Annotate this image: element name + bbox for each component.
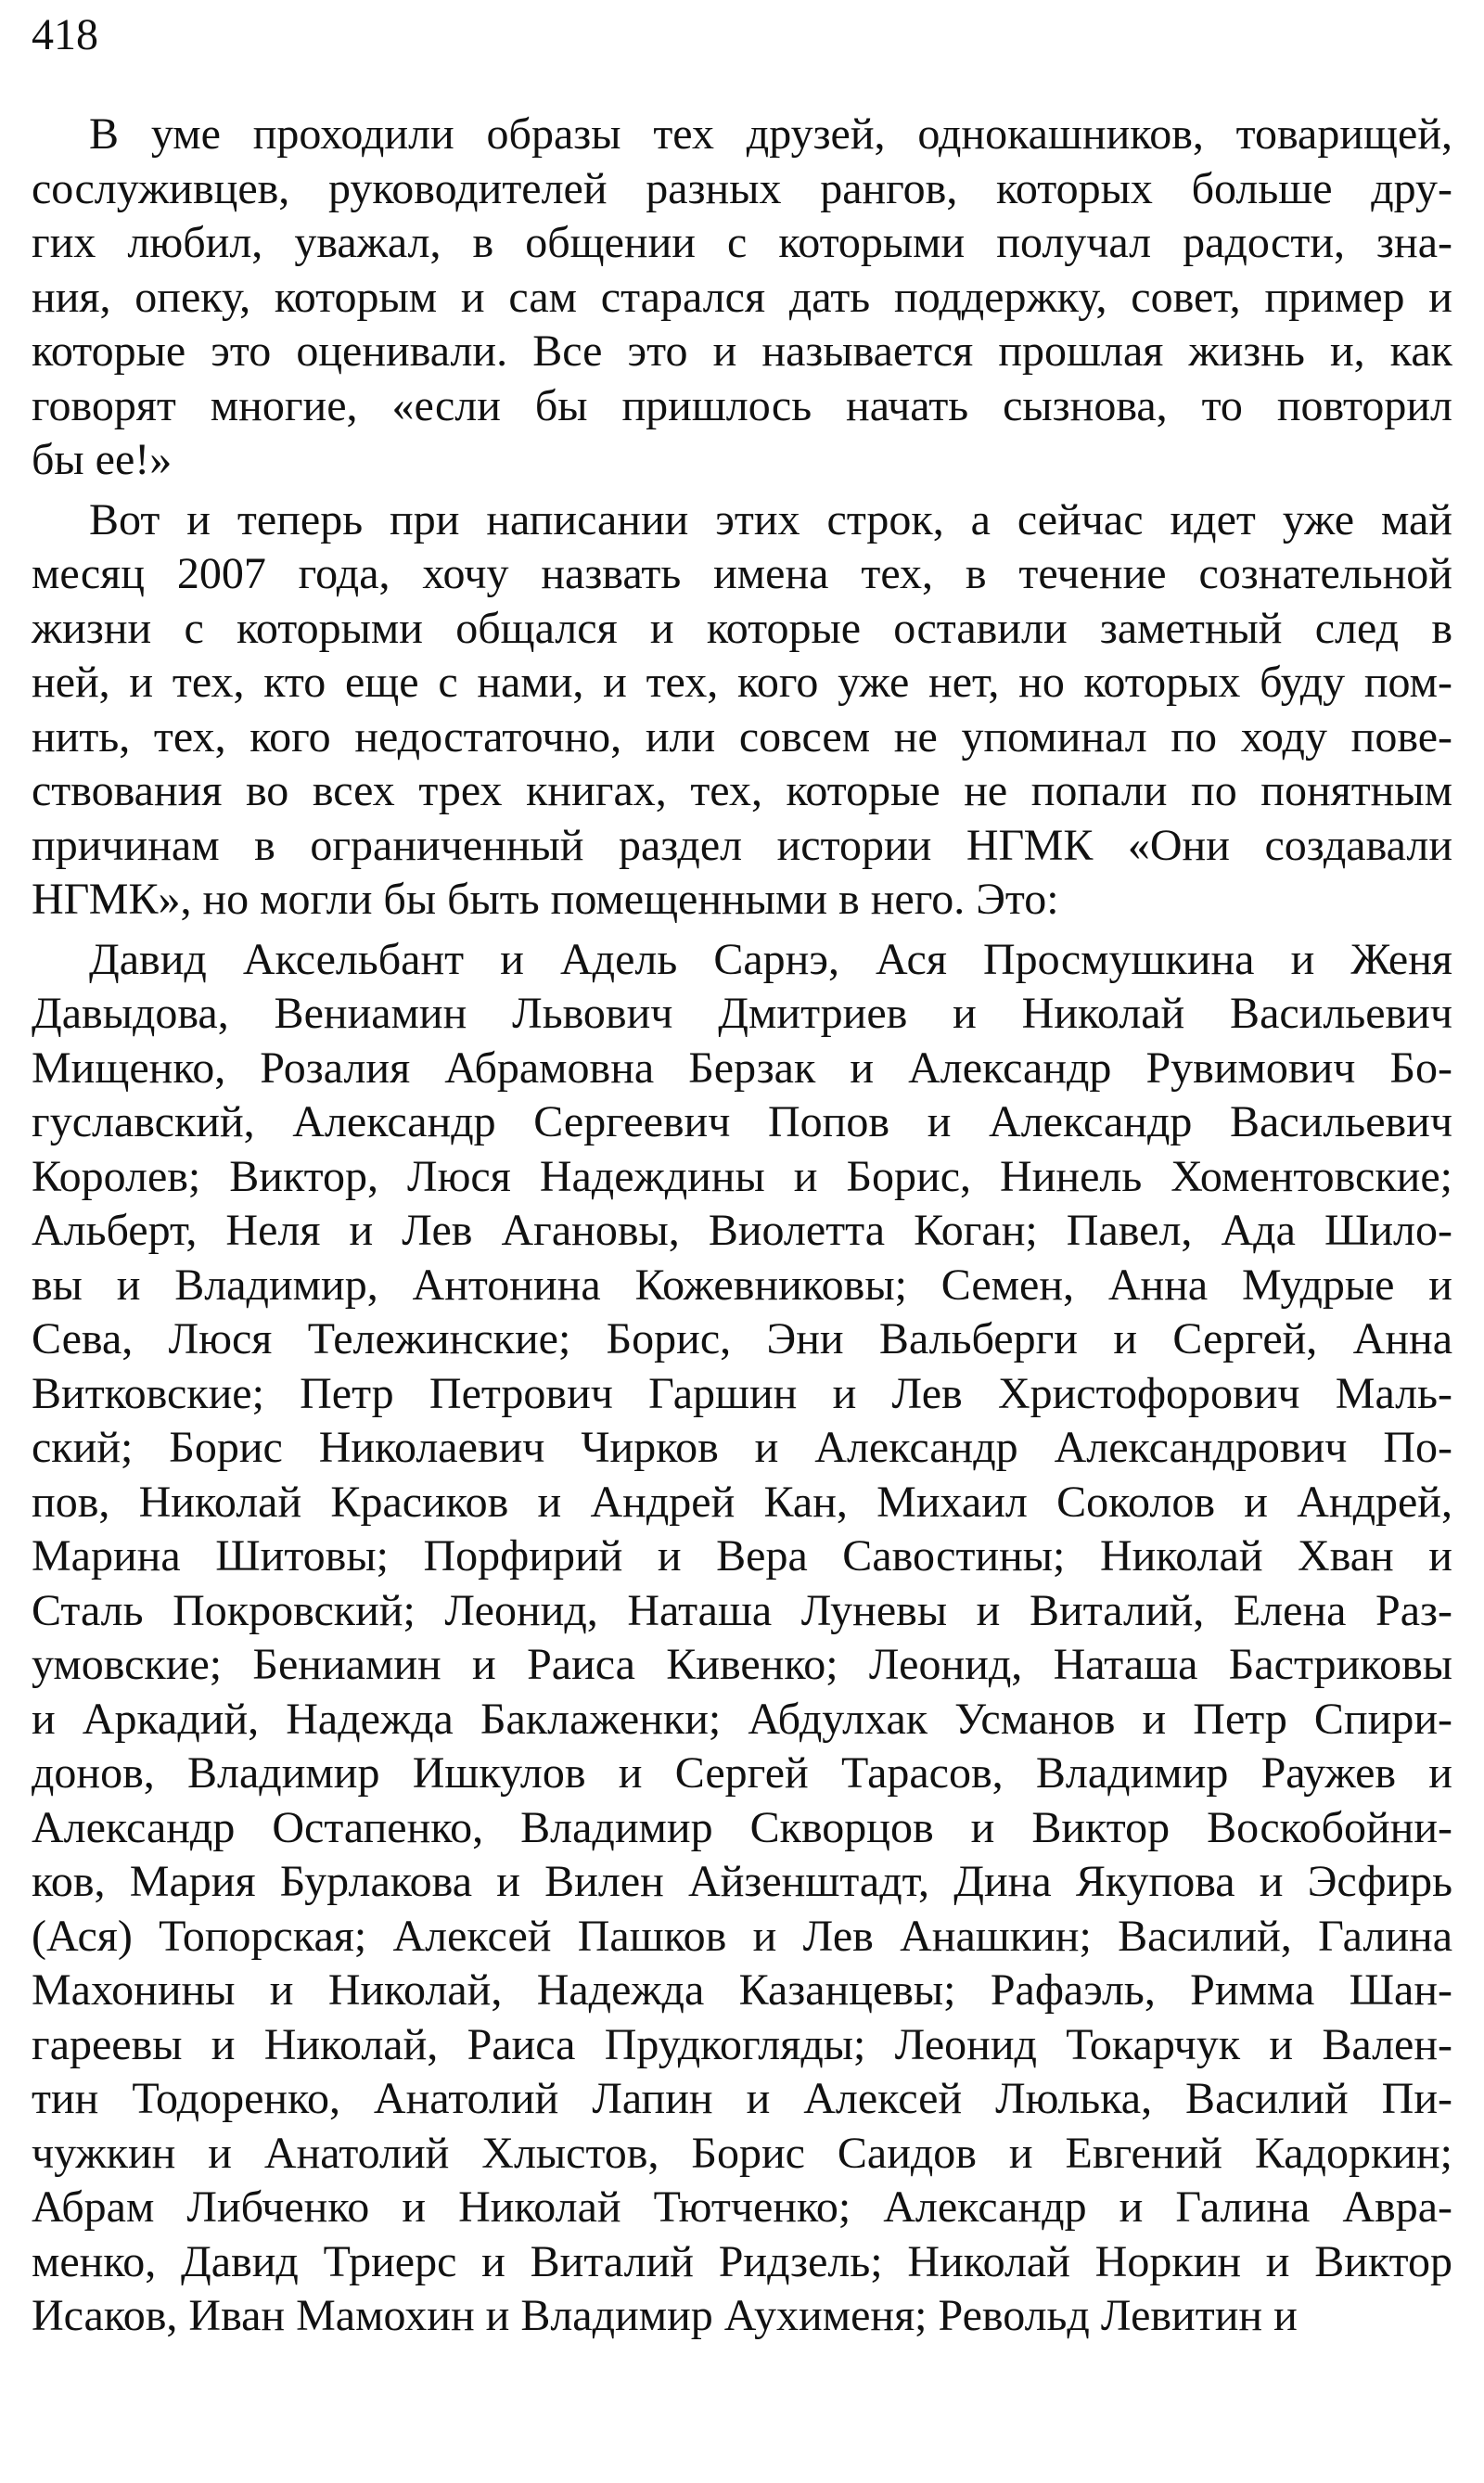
page-number: 418 [32, 10, 98, 59]
text-line: тин Тодоренко, Анатолий Лапин и Алексей Люлька, Василий Пи- [32, 2074, 1452, 2123]
text-line: ней, и тех, кто еще с нами, и тех, кого уже нет, но которых буду пом- [32, 658, 1452, 707]
paragraph [32, 933, 1452, 2344]
text-line: Махонины и Николай, Надежда Казанцевы; Рафаэль, Римма Шан- [32, 1965, 1452, 2015]
text-line: нить, тех, кого недостаточно, или совсем не упоминал по ходу пове- [32, 711, 1452, 762]
text-line: Сталь Покровский; Леонид, Наташа Луневы и Виталий, Елена Раз- [32, 1585, 1452, 1635]
text-line: Давид Аксельбант и Адель Сарнэ, Ася Просмушкина и Женя [89, 934, 1452, 984]
text-line: вы и Владимир, Антонина Кожевниковы; Семен, Анна Мудрые и [32, 1260, 1452, 1310]
text-body [32, 108, 1452, 2344]
text-line: ков, Мария Бурлакова и Вилен Айзенштадт, Дина Якупова и Эсфирь [32, 1857, 1452, 1906]
paragraph [32, 493, 1452, 928]
text-line: донов, Владимир Ишкулов и Сергей Тарасов, Владимир Раужев и [32, 1748, 1452, 1798]
text-line: В уме проходили образы тех друзей, однокашников, товарищей, [89, 109, 1452, 159]
text-line: Вот и теперь при написании этих строк, а сейчас идет уже май [89, 494, 1452, 544]
text-line: говорят многие, «если бы пришлось начать сызнова, то повторил [32, 380, 1452, 430]
text-line: умовские; Бениамин и Раиса Кивенко; Леонид, Наташа Бастриковы [32, 1640, 1452, 1689]
text-line: Абрам Либченко и Николай Тютченко; Александр и Галина Авра- [32, 2182, 1452, 2232]
text-line: гуславский, Александр Сергеевич Попов и Александр Васильевич [32, 1097, 1452, 1146]
text-line: ствования во всех трех книгах, тех, которые не попали по понятным [32, 766, 1452, 815]
text-line: Королев; Виктор, Люся Надеждины и Борис, Нинель Хоментовские; [32, 1151, 1452, 1201]
text-line: ский; Борис Николаевич Чирков и Александр Александрович По- [32, 1423, 1452, 1472]
text-line: Мищенко, Розалия Абрамовна Берзак и Александр Рувимович Бо- [32, 1043, 1452, 1093]
text-line: Исаков, Иван Мамохин и Владимир Аухименя; Револьд Левитин и [32, 2291, 1298, 2340]
text-line: месяц 2007 года, хочу назвать имена тех, в течение сознательной [32, 549, 1452, 598]
text-line: НГМК», но могли бы быть помещенными в него. Это: [32, 875, 1059, 924]
text-line: Давыдова, Вениамин Львович Дмитриев и Николай Васильевич [32, 989, 1452, 1038]
text-line: чужкин и Анатолий Хлыстов, Борис Саидов и Евгений Кадоркин; [32, 2128, 1452, 2178]
text-line: жизни с которыми общался и которые оставили заметный след в [32, 603, 1452, 653]
text-line: пов, Николай Красиков и Андрей Кан, Михаил Соколов и Андрей, [32, 1477, 1452, 1527]
text-line: гих любил, уважал, в общении с которыми получал радости, зна- [32, 218, 1452, 267]
text-line: которые это оценивали. Все это и называется прошлая жизнь и, как [32, 326, 1452, 376]
text-line: Марина Шитовы; Порфирий и Вера Савостины; Николай Хван и [32, 1531, 1452, 1581]
text-line: сослуживцев, руководителей разных рангов, которых больше дру- [32, 163, 1452, 213]
text-line: (Ася) Топорская; Алексей Пашков и Лев Анашкин; Василий, Галина [32, 1911, 1452, 1961]
text-line: бы ее!» [32, 435, 173, 484]
text-line: Александр Остапенко, Владимир Скворцов и Виктор Воскобойни- [32, 1802, 1452, 1852]
text-line: гареевы и Николай, Раиса Прудкогляды; Леонид Токарчук и Вален- [32, 2019, 1452, 2069]
text-line: менко, Давид Триерс и Виталий Ридзель; Николай Норкин и Виктор [32, 2236, 1452, 2286]
text-line: причинам в ограниченный раздел истории НГМК «Они создавали [32, 820, 1452, 870]
text-line: ния, опеку, которым и сам старался дать поддержку, совет, пример и [32, 272, 1452, 322]
text-line: Витковские; Петр Петрович Гаршин и Лев Христофорович Маль- [32, 1368, 1452, 1418]
paragraph [32, 108, 1452, 488]
text-line: и Аркадий, Надежда Баклаженки; Абдулхак Усманов и Петр Спири- [32, 1694, 1452, 1744]
text-line: Альберт, Неля и Лев Агановы, Виолетта Коган; Павел, Ада Шило- [32, 1206, 1452, 1255]
text-line: Сева, Люся Тележинские; Борис, Эни Вальберги и Сергей, Анна [32, 1314, 1452, 1363]
